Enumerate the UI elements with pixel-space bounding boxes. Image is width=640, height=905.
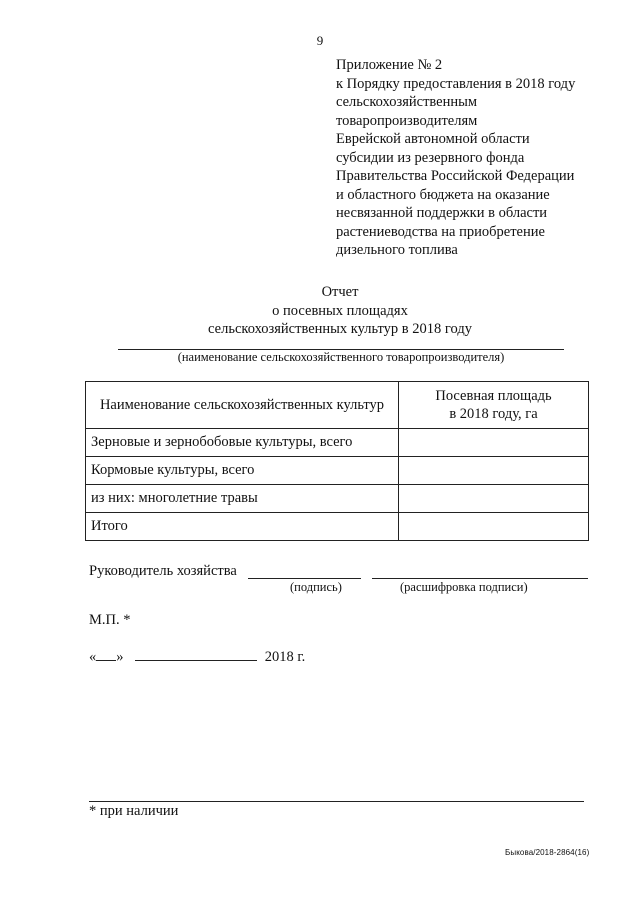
appendix-block (336, 56, 621, 260)
appendix-line: несвязанной поддержки в области (336, 205, 548, 221)
column-header-area (399, 382, 589, 429)
date-year-text: 2018 г. (264, 649, 306, 665)
page-number: 9 (316, 33, 324, 48)
row-value[interactable] (399, 485, 589, 513)
appendix-line: и областного бюджета на оказание (336, 186, 550, 203)
date-month-field[interactable] (135, 648, 257, 661)
stamp-label: М.П. * (89, 612, 131, 628)
crops-table (85, 381, 589, 541)
report-subtitle: о посевных площадях (272, 302, 408, 319)
footnote: * при наличии (89, 803, 179, 819)
appendix-line: дизельного топлива (336, 242, 458, 258)
appendix-line: Еврейской автономной области (336, 131, 530, 147)
signature-decoding-line[interactable] (372, 578, 588, 579)
table-row (86, 429, 589, 457)
table-header-row (86, 382, 589, 429)
appendix-line: растениеводства на приобретение (336, 223, 545, 240)
row-label: Итого (86, 513, 399, 541)
appendix-line: к Порядку предоставления в 2018 году (336, 75, 576, 92)
signature-decoding-caption: (расшифровка подписи) (400, 580, 528, 594)
column-header-area-line: в 2018 году, га (449, 406, 538, 422)
date-day-field[interactable] (96, 648, 116, 661)
table-row (86, 485, 589, 513)
footnote-divider (89, 801, 584, 802)
date-close-quote: » (116, 649, 124, 665)
row-label: из них: многолетние травы (86, 485, 399, 513)
date-open-quote: « (89, 649, 97, 665)
column-header-crops: Наименование сельскохозяйственных культур (86, 382, 399, 429)
column-header-area-line: Посевная площадь (435, 388, 552, 404)
head-signature-label: Руководитель хозяйства (89, 563, 237, 579)
appendix-line: Правительства Российской Федерации (336, 168, 575, 184)
row-value[interactable] (399, 429, 589, 457)
appendix-line: сельскохозяйственным (336, 94, 478, 110)
producer-name-caption: (наименование сельскохозяйственного товаропроизводителя) (177, 350, 505, 364)
report-title: Отчет (321, 284, 359, 300)
table-row (86, 513, 589, 541)
row-label: Зерновые и зернобобовые культуры, всего (86, 429, 399, 457)
appendix-line: Приложение № 2 (336, 57, 443, 73)
signature-caption: (подпись) (290, 580, 342, 594)
row-value[interactable] (399, 457, 589, 485)
date-block (89, 648, 305, 666)
document-code: Быкова/2018-2864(16) (505, 848, 590, 857)
signature-line[interactable] (248, 578, 361, 579)
report-subtitle: сельскохозяйственных культур в 2018 году (208, 321, 472, 337)
row-label: Кормовые культуры, всего (86, 457, 399, 485)
table-row (86, 457, 589, 485)
row-value[interactable] (399, 513, 589, 541)
appendix-line: субсидии из резервного фонда (336, 149, 525, 166)
report-title-block (0, 283, 640, 339)
appendix-line: товаропроизводителям (336, 112, 478, 129)
